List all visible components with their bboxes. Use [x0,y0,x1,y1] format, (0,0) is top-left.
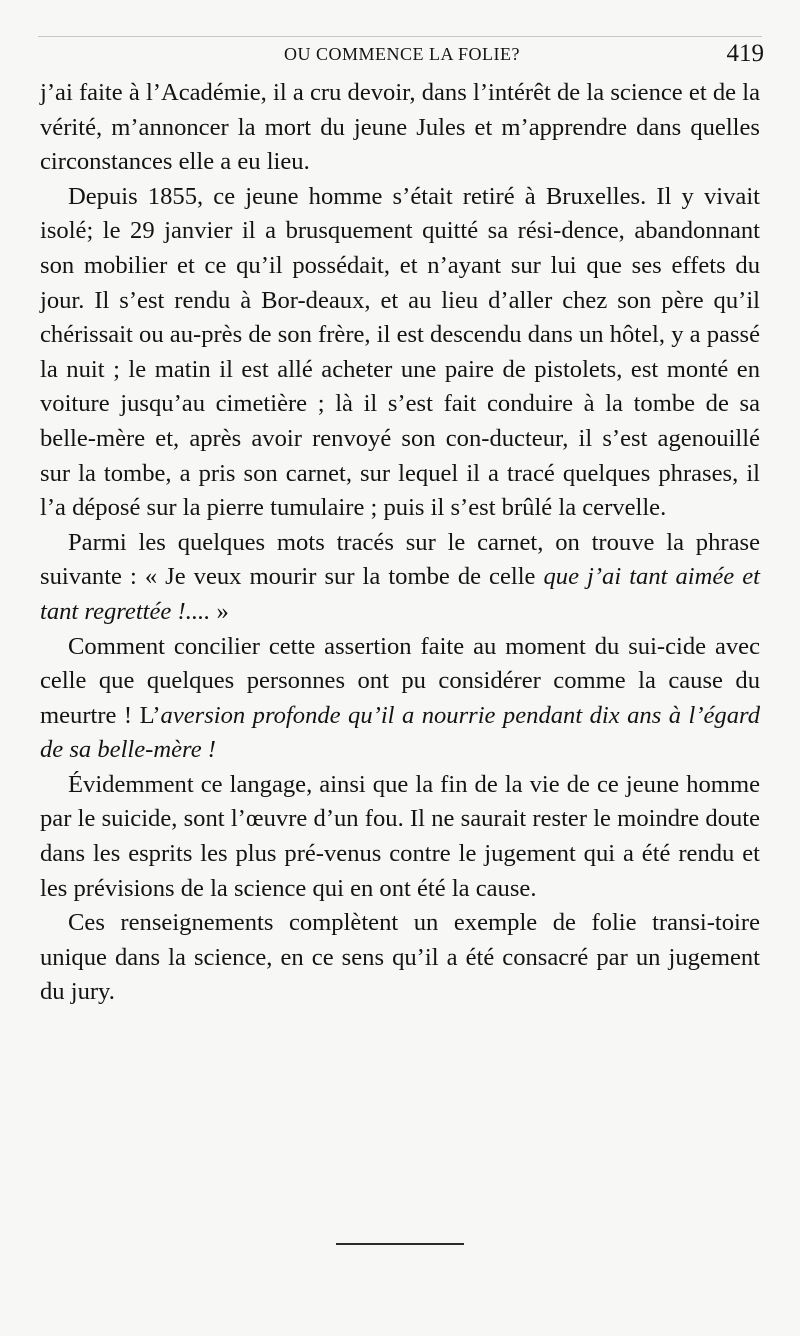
paragraph-text: Évidemment ce langage, ainsi que la fin de la vie de ce jeune homme par le suicide, sont l’œuvre d’un fou. Il ne saurait rester le moindre doute dans les esprits les plus pré-venus contre le jugement qui a été rendu et les prévisions de la science qui en ont été la cause. [40,770,760,902]
top-rule [38,36,762,37]
paragraph-brussels [40,180,760,526]
italic-quote: que j’ai tant aimée et tant regrettée !.... [40,563,760,625]
paragraph-text: Ces renseignements complètent un exemple de folie transi-toire unique dans la science, en ce sens qu’il a été consacré par un jugement du jury. [40,909,760,1006]
paragraph-text: » [210,597,229,625]
paragraph-text: Depuis 1855, ce jeune homme s’était retiré à Bruxelles. Il y vivait isolé; le 29 janvier il a brusquement quitté sa rési-dence, abandonnant son mobilier et ce qu’il possédait, et n’ayant sur lui que ses effets du jour. Il s’est rendu à Bor-deaux, et au lieu d’aller chez son père qu’il chérissait ou au-près de son frère, il est descendu dans un hôtel, y a passé la nuit ; le matin il est allé acheter une paire de pistolets, est monté en voiture jusqu’au cimetière ; là il s’est fait conduire à la tombe de sa belle-mère et, après avoir renvoyé son con-ducteur, il s’est agenouillé sur la tombe, a pris son carnet, sur lequel il a tracé quelques phrases, il l’a déposé sur la pierre tumulaire ; puis il s’est brûlé la cervelle. [40,182,760,522]
paragraph-text: Parmi les quelques mots tracés sur le carnet, on trouve la phrase suivante : « Je veux mourir sur la tombe de celle [40,528,760,591]
body-text [40,76,760,1010]
paragraph-evidemment [40,768,760,906]
paragraph-text: Comment concilier cette assertion faite au moment du sui-cide avec celle que quelques personnes ont pu considérer comme la cause du meurtre ! L’ [40,632,760,729]
paragraph-continuation [40,76,760,180]
paragraph-conclusion [40,906,760,1010]
running-title: OU COMMENCE LA FOLIE? [284,44,520,64]
paragraph-assertion [40,630,760,768]
section-end-rule [336,1243,464,1245]
page-header [40,38,764,74]
italic-aversion: aversion profonde qu’il a nourrie pendant dix ans à l’égard de sa belle-mère ! [40,701,760,764]
paragraph-carnet [40,526,760,630]
paragraph-text: j’ai faite à l’Académie, il a cru devoir, dans l’intérêt de la science et de la vérité, m’annoncer la mort du jeune Jules et m’apprendre dans quelles circonstances elle a eu lieu. [40,79,760,176]
page-number: 419 [726,40,764,67]
